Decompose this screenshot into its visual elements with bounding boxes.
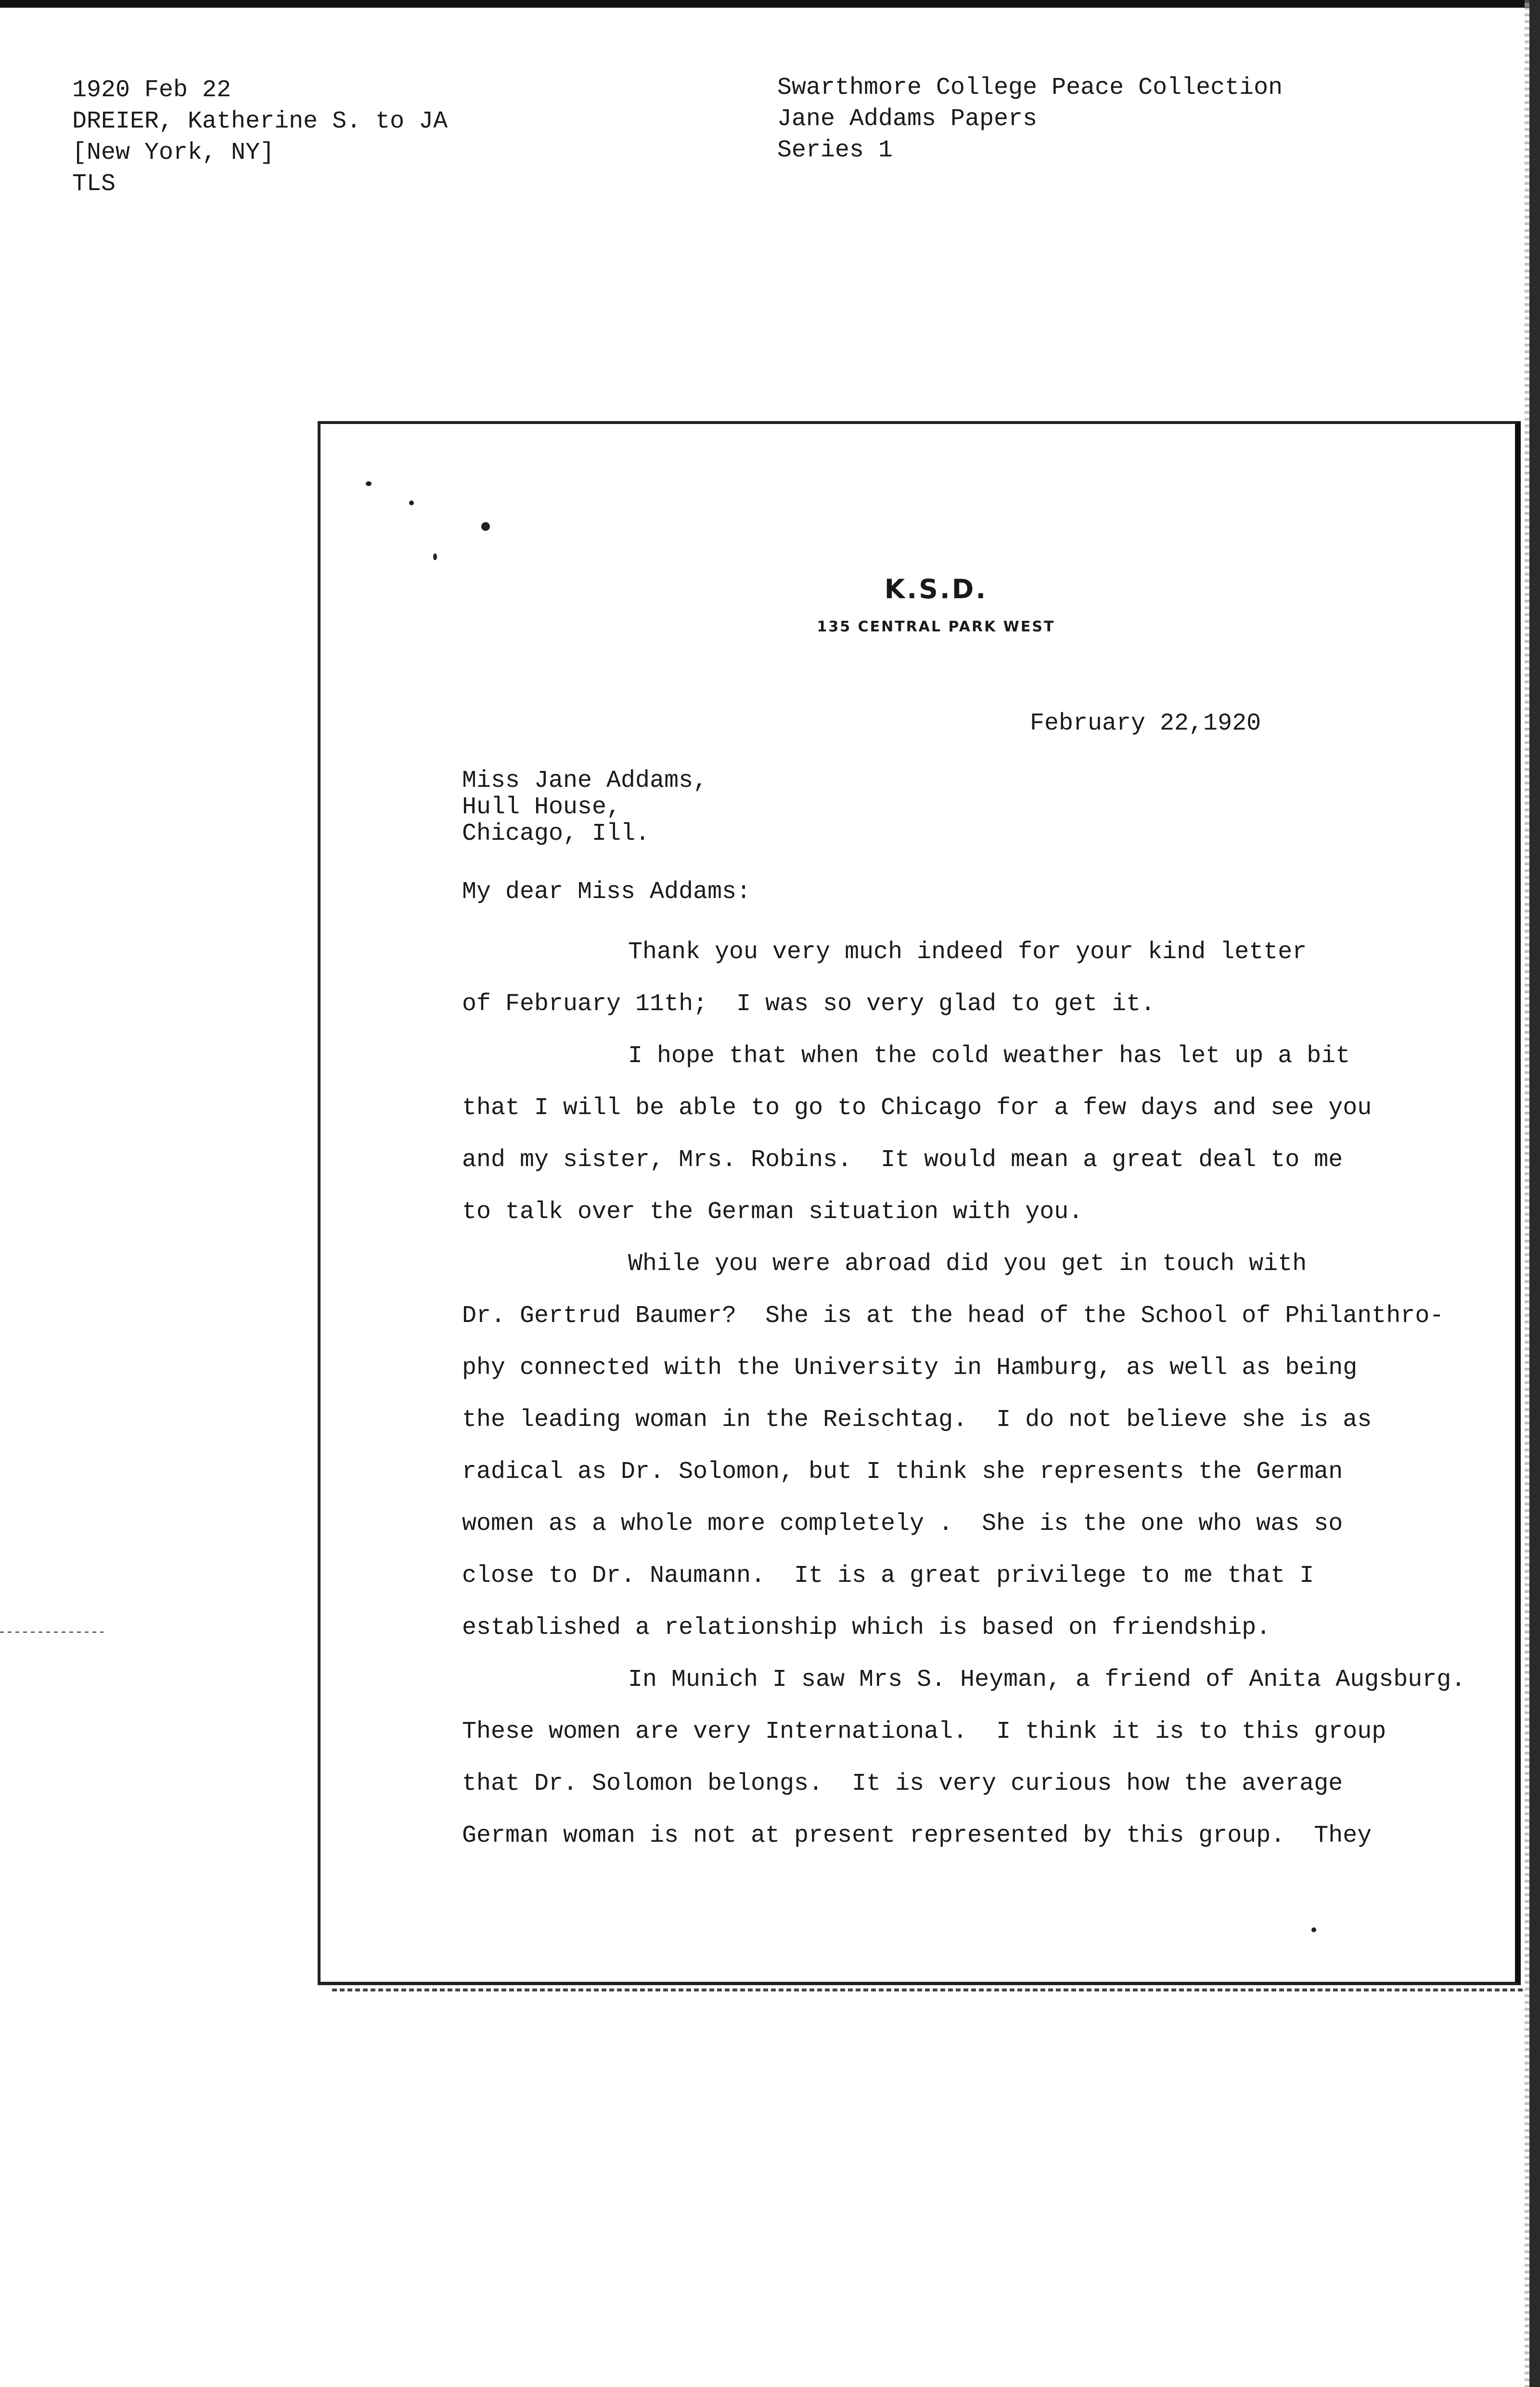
scan-speck [409, 500, 414, 505]
inside-address [462, 768, 707, 847]
catalog-correspondents: DREIER, Katherine S. to JA [72, 108, 448, 135]
collection-name: Swarthmore College Peace Collection [777, 74, 1283, 102]
body-line: close to Dr. Naumann. It is a great privilege to me that I [462, 1562, 1314, 1590]
body-line: While you were abroad did you get in touch with [628, 1250, 1307, 1278]
collection-series: Series 1 [777, 137, 893, 164]
body-line: that I will be able to go to Chicago for a few days and see you [462, 1094, 1372, 1122]
scan-speck [481, 522, 490, 531]
inside-address-line: Hull House, [462, 794, 621, 821]
letter-salutation: My dear Miss Addams: [462, 878, 751, 906]
catalog-type: TLS [72, 170, 116, 198]
scan-edge-top [0, 0, 1540, 8]
body-line: phy connected with the University in Hamburg, as well as being [462, 1354, 1358, 1382]
body-line: that Dr. Solomon belongs. It is very curious how the average [462, 1770, 1343, 1797]
catalog-header [72, 75, 448, 200]
body-line: These women are very International. I think it is to this group [462, 1718, 1386, 1745]
letter-body [462, 926, 1465, 1862]
body-line: of February 11th; I was so very glad to get it. [462, 990, 1155, 1018]
inside-address-line: Chicago, Ill. [462, 820, 650, 847]
body-line: the leading woman in the Reischtag. I do not believe she is as [462, 1406, 1372, 1434]
catalog-place: [New York, NY] [72, 139, 275, 167]
scan-speck [366, 481, 372, 486]
body-line: women as a whole more completely . She is the one who was so [462, 1510, 1343, 1538]
scan-edge-right [1529, 0, 1540, 2387]
scan-speck [1311, 1927, 1316, 1932]
scan-speck [433, 553, 437, 560]
collection-papers: Jane Addams Papers [777, 105, 1038, 133]
scan-artifact-line [0, 1631, 103, 1633]
scan-edge-right-texture [1525, 0, 1529, 2387]
body-line: established a relationship which is based on friendship. [462, 1614, 1271, 1642]
letterhead-initials: K.S.D. [884, 574, 988, 604]
body-line: and my sister, Mrs. Robins. It would mean a great deal to me [462, 1146, 1343, 1174]
catalog-date: 1920 Feb 22 [72, 77, 231, 104]
inside-address-line: Miss Jane Addams, [462, 767, 708, 795]
letter-date: February 22,1920 [1030, 710, 1261, 737]
body-line: radical as Dr. Solomon, but I think she represents the German [462, 1458, 1343, 1486]
body-line: I hope that when the cold weather has let up a bit [628, 1042, 1350, 1070]
body-line: Thank you very much indeed for your kind letter [628, 938, 1307, 966]
letterhead-address: 135 CENTRAL PARK WEST [817, 618, 1055, 635]
body-line: to talk over the German situation with you. [462, 1198, 1083, 1226]
letter-page-shadow [332, 1989, 1523, 1991]
body-line: In Munich I saw Mrs S. Heyman, a friend of Anita Augsburg. [628, 1666, 1466, 1694]
body-line: Dr. Gertrud Baumer? She is at the head of the School of Philanthro- [462, 1302, 1444, 1330]
body-line: German woman is not at present represented by this group. They [462, 1822, 1372, 1849]
collection-header [777, 72, 1283, 166]
